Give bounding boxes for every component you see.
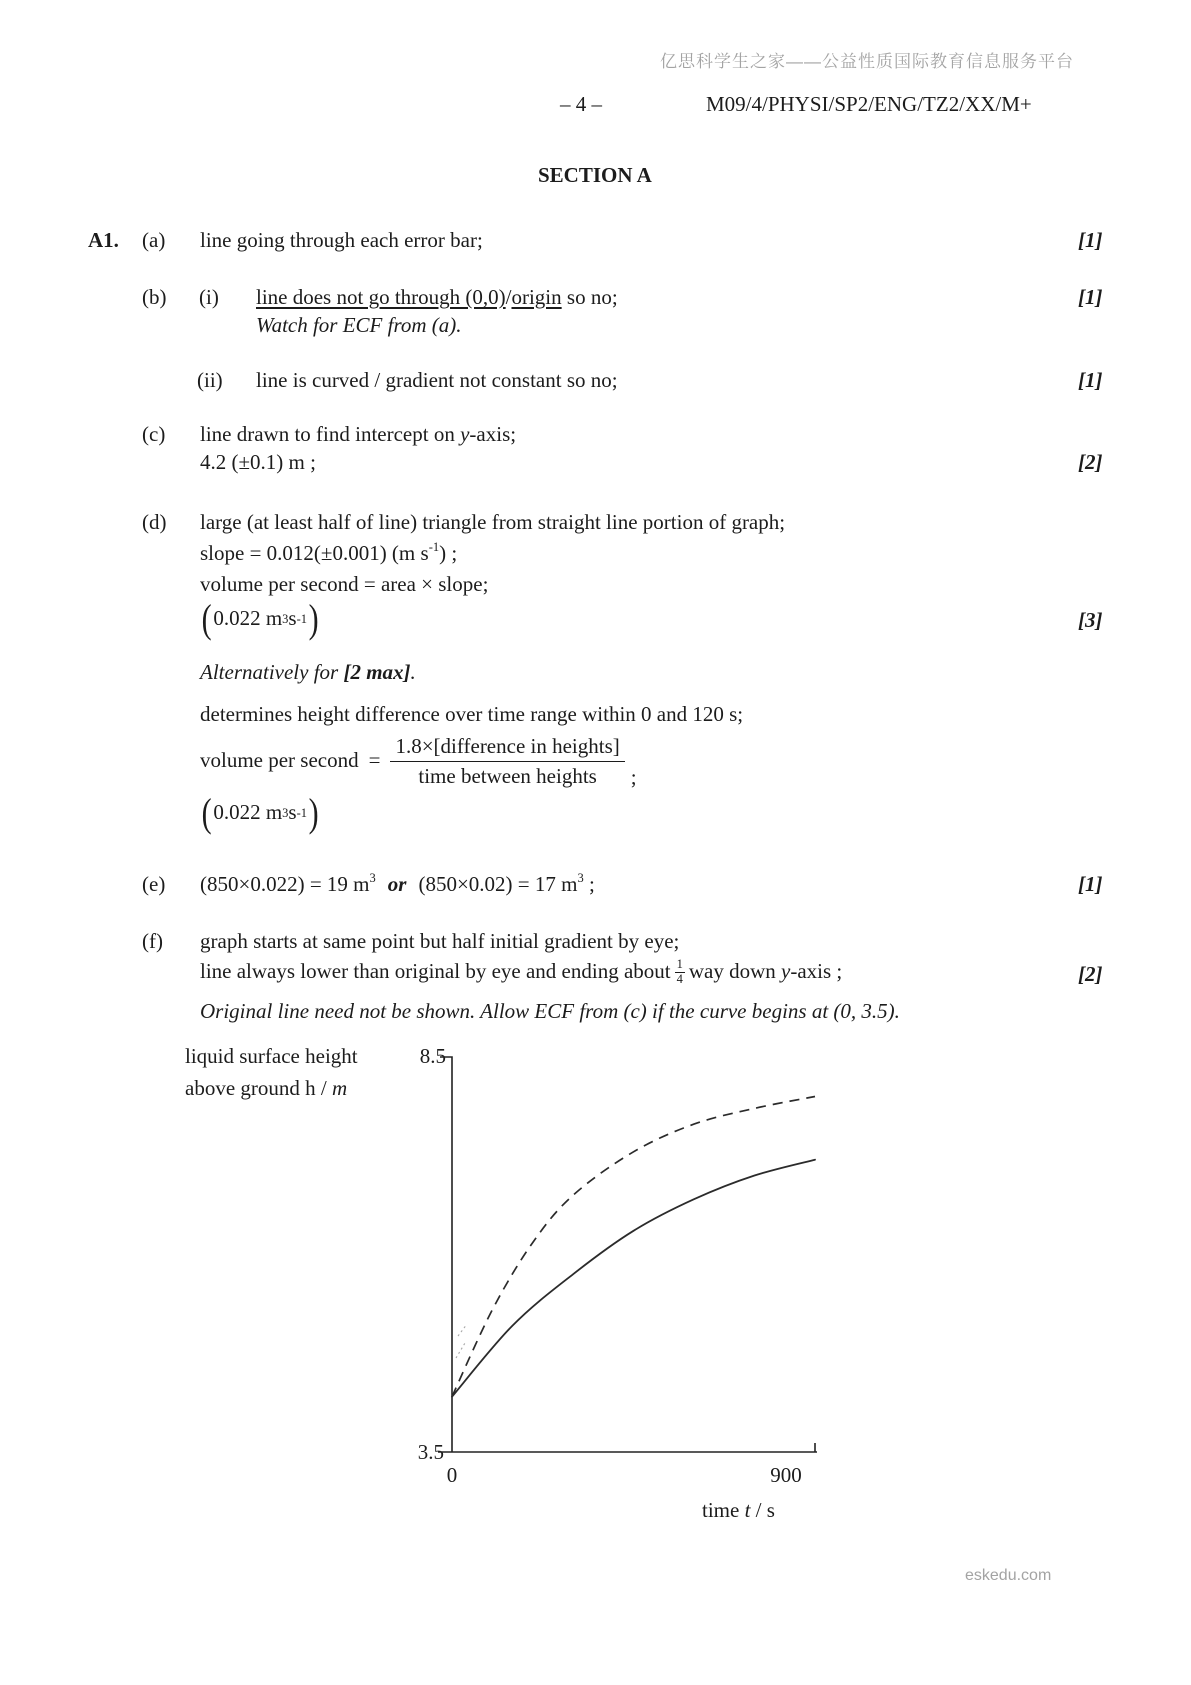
one-quarter-fraction	[675, 958, 685, 986]
part-b-label: (b)	[142, 285, 167, 309]
exponent: 3	[577, 871, 584, 885]
underlined-phrase: origin	[511, 285, 562, 309]
part-b-i-label: (i)	[199, 285, 219, 309]
part-d-label: (d)	[142, 510, 167, 534]
part-c-line1	[200, 422, 516, 447]
part-a-text: line going through each error bar;	[200, 228, 483, 252]
part-b-ii-label: (ii)	[197, 368, 223, 392]
slope-exponent: -1	[428, 540, 440, 554]
page-number: – 4 –	[560, 92, 602, 116]
part-c-line2: 4.2 (±0.1) m ;	[200, 450, 316, 474]
part-c-line1-post: -axis;	[469, 422, 517, 446]
part-d-result: ( 0.022 m 3 s -1 )	[201, 596, 319, 641]
part-c-label: (c)	[142, 422, 166, 446]
x-tick-900: 900	[770, 1463, 802, 1487]
line2-post: -axis ;	[790, 959, 843, 984]
part-b-i-text	[256, 285, 618, 310]
semicolon: ;	[583, 872, 595, 896]
watermark: eskedu.com	[965, 1567, 1052, 1584]
part-a-label: (a)	[142, 228, 166, 252]
part-f-marks: [2]	[1078, 962, 1103, 986]
result-value: 0.022 m	[213, 800, 283, 825]
part-c-line1-pre: line drawn to find intercept on	[200, 422, 461, 446]
result-mid: s	[288, 606, 297, 631]
y-axis-variable: y	[460, 422, 470, 446]
part-d-marks: [3]	[1078, 608, 1103, 632]
fraction-denominator: time between heights	[418, 763, 597, 788]
original-curve-dashed	[452, 1097, 815, 1397]
part-d-result-repeat: ( 0.022 m 3 s -1 )	[201, 790, 319, 835]
part-e-text	[200, 872, 595, 897]
part-d-slope-line	[200, 541, 457, 566]
part-b-i-note: Watch for ECF from (a).	[256, 313, 462, 337]
part-b-i-marks: [1]	[1078, 285, 1103, 309]
y-label-pre: above ground h /	[185, 1076, 332, 1100]
result-mid: s	[288, 800, 297, 825]
part-b-ii-text: line is curved / gradient not constant so no;	[256, 368, 618, 392]
equals-sign: =	[368, 748, 381, 773]
slope-pre: slope = 0.012(±0.001) (m s	[200, 541, 429, 565]
slash: /	[505, 285, 512, 309]
paper-code: M09/4/PHYSI/SP2/ENG/TZ2/XX/M+	[706, 92, 1032, 116]
fraction-denominator: 4	[676, 972, 683, 987]
alt-max-marks: [2 max]	[343, 660, 411, 684]
part-d-line5: determines height difference over time range within 0 and 120 s;	[200, 702, 744, 726]
fraction-numerator: 1.8×[difference in heights]	[390, 734, 624, 761]
y-tick-8-5: 8.5	[419, 1044, 446, 1068]
line2-mid: way down	[688, 959, 782, 984]
part-f-line1: graph starts at same point but half initial gradient by eye;	[200, 929, 680, 953]
alt-pre: Alternatively for	[200, 660, 344, 684]
alt-post: .	[410, 660, 416, 684]
part-d-line1: large (at least half of line) triangle from straight line portion of graph;	[200, 510, 786, 534]
part-b-ii-marks: [1]	[1078, 368, 1103, 392]
site-banner: 亿思科学生之家——公益性质国际教育信息服务平台	[660, 52, 1074, 71]
height-variable: m	[331, 1076, 348, 1100]
part-c-marks: [2]	[1078, 450, 1103, 474]
x-label-post: / s	[750, 1498, 775, 1522]
part-f-line2	[200, 958, 842, 986]
graph-canvas	[395, 1040, 835, 1520]
half-gradient-curve-solid	[452, 1160, 815, 1397]
y-axis-label-line2	[185, 1076, 347, 1101]
or-word: or	[387, 872, 407, 896]
part-d-alternative	[200, 660, 416, 685]
part-b-i-rest: so no;	[561, 285, 618, 309]
line2-pre: line always lower than original by eye and ending about	[200, 959, 671, 984]
slope-post: ) ;	[439, 541, 458, 565]
x-label-pre: time	[702, 1498, 745, 1522]
expression-2: (850×0.02) = 17 m	[418, 872, 578, 896]
section-title: SECTION A	[538, 163, 652, 187]
part-f-label: (f)	[142, 929, 163, 953]
scan-artifact-marks	[456, 1324, 467, 1358]
vps-label: volume per second	[200, 748, 359, 773]
semicolon: ;	[630, 764, 637, 789]
y-axis-variable: y	[781, 959, 791, 984]
axes	[438, 1057, 817, 1452]
time-variable: t	[744, 1498, 751, 1522]
part-f-note: Original line need not be shown. Allow ECF from (c) if the curve begins at (0, 3.5).	[200, 999, 900, 1023]
part-d-line3: volume per second = area × slope;	[200, 572, 489, 596]
y-axis-label-line1: liquid surface height	[185, 1044, 358, 1068]
result-value: 0.022 m	[213, 606, 283, 631]
fraction-numerator: 1	[675, 958, 685, 973]
expression-1: (850×0.022) = 19 m	[200, 872, 370, 896]
exponent: 3	[369, 871, 376, 885]
part-d-fraction-line	[200, 732, 637, 790]
part-a-marks: [1]	[1078, 228, 1103, 252]
question-number: A1.	[88, 228, 119, 252]
part-e-label: (e)	[142, 872, 166, 896]
underlined-phrase: line does not go through (0,0)	[256, 285, 506, 309]
part-e-marks: [1]	[1078, 872, 1103, 896]
x-tick-0: 0	[446, 1463, 458, 1487]
fraction	[390, 734, 624, 787]
y-tick-3-5: 3.5	[417, 1440, 444, 1464]
